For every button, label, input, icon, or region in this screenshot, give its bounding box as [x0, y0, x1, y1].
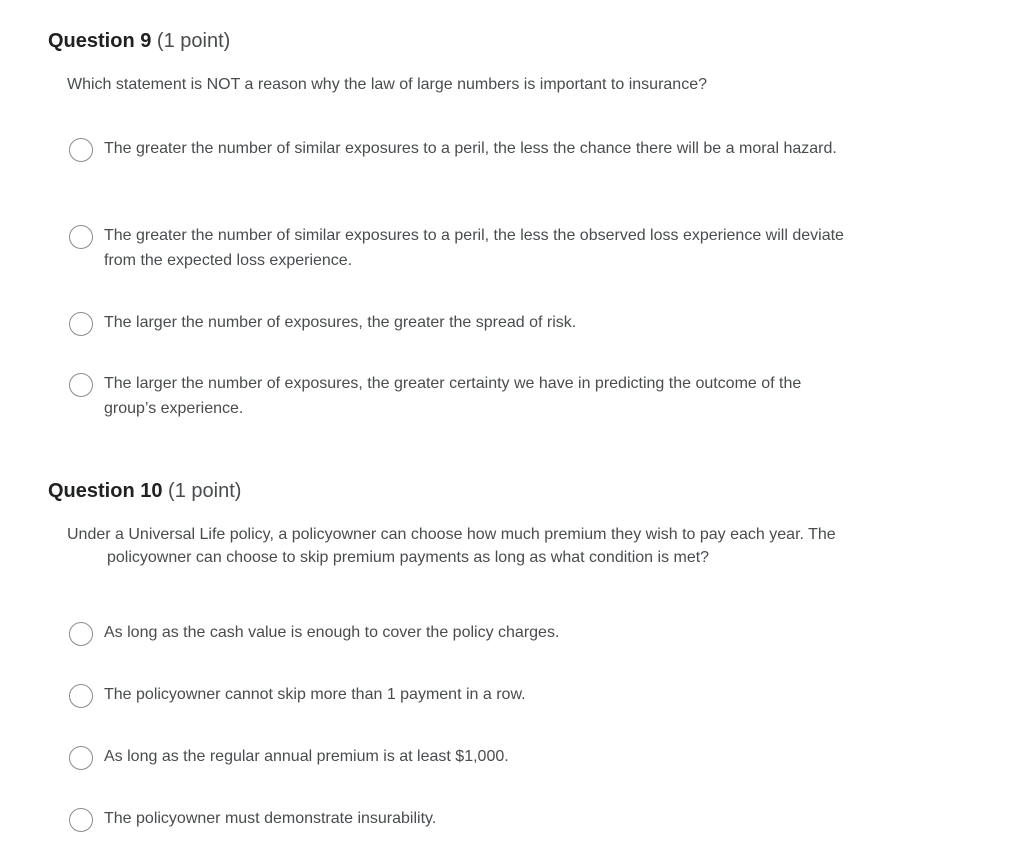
answer-option[interactable] [69, 136, 844, 162]
answer-option[interactable] [69, 223, 844, 273]
question-points: (1 point) [168, 480, 242, 502]
question-text: Under a Universal Life policy, a policyowner can choose how much premium they wish to pay each year. The policyowner can choose to skip premium payments as long as what condition is met? [67, 526, 836, 566]
option-label[interactable]: The greater the number of similar exposures to a peril, the less the observed loss experience will deviate from the expected loss experience. [104, 227, 844, 269]
answer-option[interactable] [69, 620, 844, 646]
question-header [48, 30, 230, 53]
question-title: Question 10 [48, 480, 163, 502]
radio-button[interactable] [69, 138, 93, 162]
radio-button[interactable] [69, 622, 93, 646]
question-points: (1 point) [156, 30, 231, 52]
radio-button[interactable] [69, 312, 93, 336]
answer-option[interactable] [69, 371, 844, 421]
radio-button[interactable] [69, 373, 93, 397]
option-label[interactable]: The larger the number of exposures, the greater the spread of risk. [104, 314, 577, 331]
question-text: Which statement is NOT a reason why the law of large numbers is important to insurance? [67, 76, 707, 93]
answer-option[interactable] [69, 806, 844, 832]
question-title: Question 9 [48, 30, 152, 52]
answer-option[interactable] [69, 682, 844, 708]
answer-option[interactable] [69, 310, 844, 336]
option-label[interactable]: The larger the number of exposures, the greater certainty we have in predicting the outcome of the group’s experience. [104, 375, 802, 417]
radio-button[interactable] [69, 684, 93, 708]
option-label[interactable]: The policyowner cannot skip more than 1 payment in a row. [104, 686, 526, 703]
option-label[interactable]: The policyowner must demonstrate insurability. [104, 810, 437, 827]
radio-button[interactable] [69, 808, 93, 832]
question-header [48, 480, 241, 503]
option-label[interactable]: As long as the regular annual premium is at least $1,000. [104, 748, 509, 765]
answer-option[interactable] [69, 744, 844, 770]
option-label[interactable]: The greater the number of similar exposures to a peril, the less the chance there will be a moral hazard. [104, 140, 837, 157]
option-label[interactable]: As long as the cash value is enough to cover the policy charges. [104, 624, 560, 641]
radio-button[interactable] [69, 746, 93, 770]
radio-button[interactable] [69, 225, 93, 249]
